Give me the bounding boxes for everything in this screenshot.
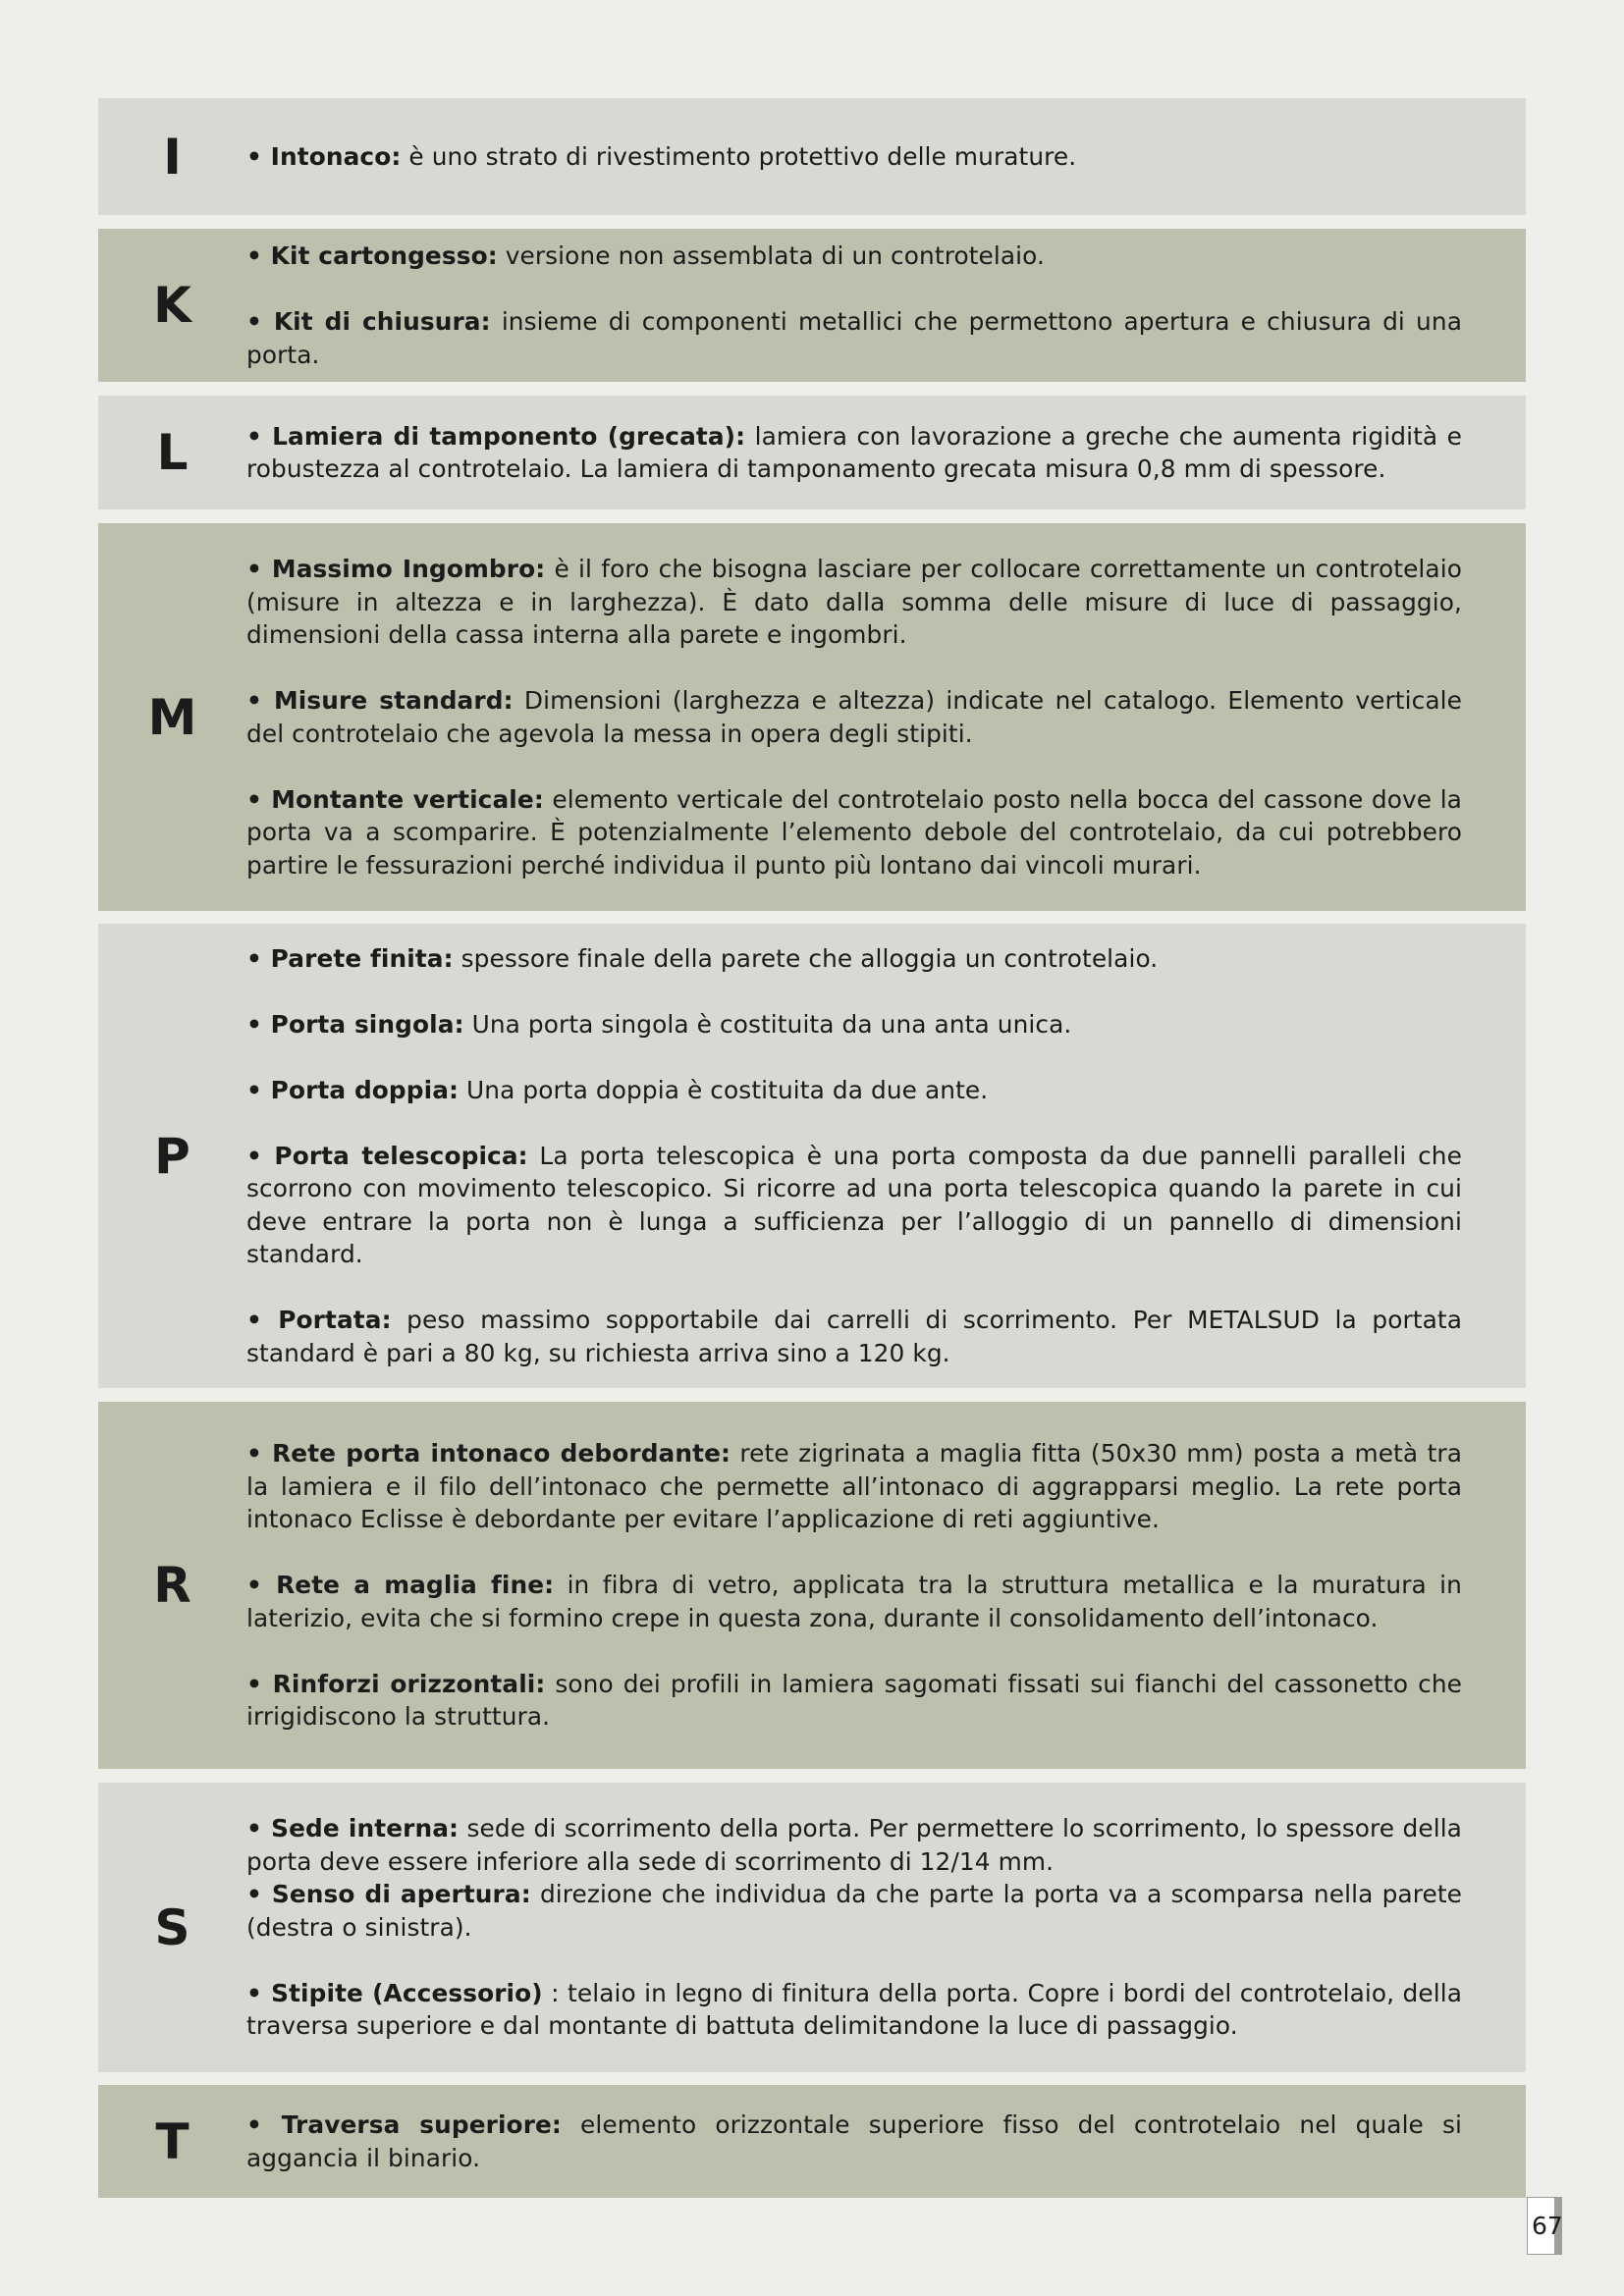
section-letter: L [156,424,189,481]
entry-term: • Porta doppia: [246,1075,460,1104]
entry-definition: peso massimo sopportabile dai carrelli di scorrimento. Per METALSUD la portata standard è pari a 80 kg, su richiesta arriva sino a 120 kg. [246,1306,1463,1367]
entry-rete-maglia-fine [246,1569,1462,1634]
entry-massimo-ingombro [246,553,1462,652]
section-p [98,924,1526,1388]
entry-term: • Intonaco: [246,141,402,171]
entry-definition: Dimensioni (larghezza e altezza) indicate nel catalogo. Elemento verticale del controtelaio che agevola la messa in opera degli stipiti. [246,686,1462,748]
section-letter: T [155,2112,189,2170]
section-s [98,1783,1526,2072]
entry-definition: insieme di componenti metallici che permettono apertura e chiusura di una porta. [246,307,1462,369]
entry-sede-interna [246,1812,1462,1878]
entry-montante-verticale [246,783,1462,882]
entry-stipite [246,1977,1462,2043]
entry-term: • Parete finita: [246,943,454,973]
entry-term: • Senso di apertura: [246,1880,531,1909]
entry-definition: lamiera con lavorazione a greche che aumenta rigidità e robustezza al controtelaio. La lamiera di tamponamento grecata misura 0,8 mm di spessore. [246,421,1462,483]
entry-term: • Rete a maglia fine: [246,1571,555,1600]
entry-list [246,553,1462,881]
entry-parete-finita [246,942,1462,976]
entry-list [246,2109,1462,2174]
entry-definition: sede di scorrimento della porta. Per permettere lo scorrimento, lo spessore della porta deve essere inferiore alla sede di scorrimento di 12/14 mm. [246,1814,1462,1876]
entry-porta-telescopica [246,1140,1462,1271]
entry-term: • Kit cartongesso: [246,241,498,270]
entry-definition: La porta telescopica è una porta composta da due pannelli paralleli che scorrono con movimento telescopico. Si ricorre ad una porta telescopica quando la parete in cui deve entrare la porta non è lunga a sufficienza per l’alloggio di un pannello di dimensioni standard. [246,1141,1462,1269]
entry-term: • Sede interna: [246,1814,460,1843]
entry-portata [246,1304,1462,1369]
entry-senso-apertura [246,1878,1462,1944]
page-number: 67 [1527,2197,1562,2255]
entry-term: • Lamiera di tamponento (grecata): [246,421,746,451]
section-m [98,523,1526,911]
entry-definition: : telaio in legno di finitura della porta. Copre i bordi del controtelaio, della traversa superiore e dal montante di battuta delimitandone la luce di passaggio. [246,1978,1462,2041]
section-letter: I [163,128,182,186]
entry-definition: Una porta singola è costituita da una anta unica. [463,1009,1072,1039]
entry-lamiera-tamponento [246,420,1462,486]
entry-term: • Rinforzi orizzontali: [246,1669,546,1698]
entry-list [246,1437,1462,1734]
entry-rete-porta-intonaco [246,1437,1462,1536]
entry-definition: rete zigrinata a maglia fitta (50x30 mm) posta a metà tra la lamiera e il filo dell’intonaco che permette all’intonaco di aggrapparsi meglio. La rete porta intonaco Eclisse è debordante per evitare l’applicazione di reti aggiuntive. [246,1439,1462,1534]
entry-list [246,420,1462,486]
entry-definition: sono dei profili in lamiera sagomati fissati sui fianchi del cassonetto che irrigidiscono la struttura. [246,1669,1462,1732]
section-r [98,1402,1526,1769]
entry-porta-doppia [246,1074,1462,1107]
entry-definition: è il foro che bisogna lasciare per collocare correttamente un controtelaio (misure in altezza e in larghezza). È dato dalla somma delle misure di luce di passaggio, dimensioni della cassa interna alla parete e ingombri. [246,555,1462,649]
entry-term: • Traversa superiore: [246,2110,562,2139]
section-k [98,229,1526,382]
section-letter: R [153,1557,191,1614]
entry-term: • Rete porta intonaco debordante: [246,1439,731,1468]
entry-definition: elemento orizzontale superiore fisso del controtelaio nel quale si aggancia il binario. [246,2110,1462,2172]
entry-definition: elemento verticale del controtelaio posto nella bocca del cassone dove la porta va a scomparire. È potenzialmente l’elemento debole del controtelaio, da cui potrebbero partire le fessurazioni perché individua il punto più lontano dai vincoli murari. [246,784,1462,880]
section-t [98,2085,1526,2198]
entry-term: • Porta telescopica: [246,1141,528,1170]
entry-term: • Portata: [246,1306,392,1335]
section-letter: K [153,277,191,334]
section-letter: P [154,1127,190,1185]
entry-kit-chiusura [246,305,1462,371]
entry-definition: in fibra di vetro, applicata tra la struttura metallica e la muratura in laterizio, evita che si formino crepe in questa zona, durante il consolidamento dell’intonaco. [246,1571,1462,1632]
entry-definition: spessore finale della parete che alloggia un controtelaio. [453,943,1159,973]
entry-list [246,942,1462,1370]
entry-term: • Montante verticale: [246,784,544,814]
entry-traversa-superiore [246,2109,1462,2174]
entry-term: • Kit di chiusura: [246,307,491,336]
entry-definition: è uno strato di rivestimento protettivo delle murature. [401,141,1077,171]
entry-definition: Una porta doppia è costituita da due ante. [459,1075,989,1104]
entry-porta-singola [246,1008,1462,1041]
section-letter: M [147,688,197,746]
entry-term: • Porta singola: [246,1009,464,1039]
entry-list [246,240,1462,371]
entry-term: • Misure standard: [246,686,514,715]
entry-term: • Massimo Ingombro: [246,555,546,583]
entry-rinforzi-orizzontali [246,1668,1462,1734]
section-i [98,98,1526,215]
entry-definition: versione non assemblata di un controtelaio. [497,241,1045,270]
entry-list [246,140,1462,174]
entry-kit-cartongesso [246,240,1462,273]
entry-misure-standard [246,684,1462,750]
entry-term: • Stipite (Accessorio) [246,1978,543,2007]
section-letter: S [154,1898,190,1956]
entry-list [246,1812,1462,2043]
section-l [98,396,1526,509]
entry-definition: direzione che individua da che parte la porta va a scomparsa nella parete (destra o sinistra). [246,1880,1462,1942]
entry-intonaco [246,140,1462,174]
